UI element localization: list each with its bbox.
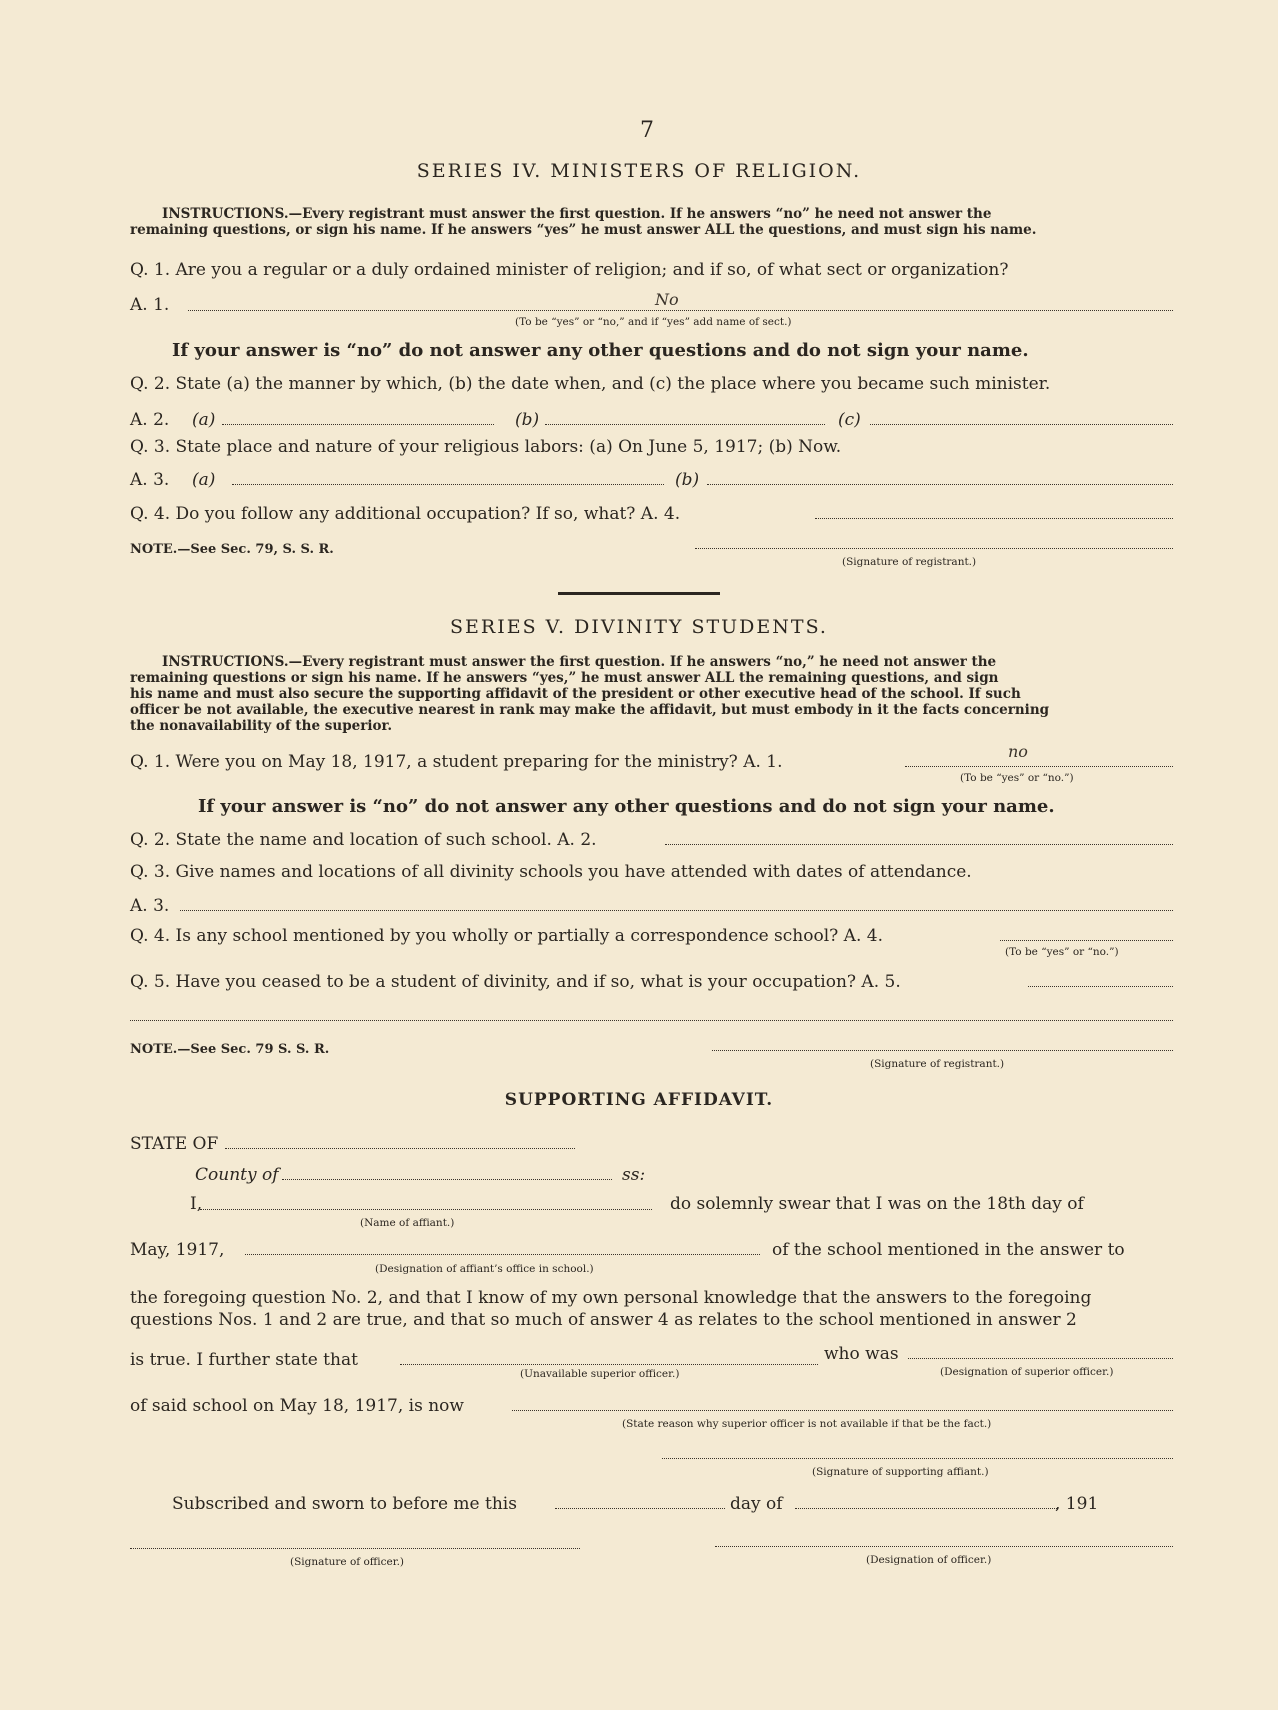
series-iv-q2: Q. 2. State (a) the manner by which, (b) the date when, and (c) the place where you became such minister. (130, 374, 1051, 394)
series-iv-a2-b-label: (b) (515, 410, 540, 430)
superior-designation-field[interactable] (908, 1358, 1173, 1359)
series-v-note: NOTE.—See Sec. 79 S. S. R. (130, 1042, 330, 1057)
series-iv-instructions (130, 206, 1170, 238)
who-was-label: who was (824, 1344, 899, 1364)
page-number: 7 (640, 118, 654, 143)
series-iv-signature-caption: (Signature of registrant.) (842, 556, 977, 568)
is-true-text: is true. I further state that (130, 1350, 358, 1370)
officer-designation-field[interactable] (715, 1546, 1173, 1547)
officer-signature-field[interactable] (130, 1548, 580, 1549)
series-iv-title: SERIES IV. MINISTERS OF RELIGION. (416, 160, 862, 182)
county-label: County of (195, 1165, 279, 1185)
affidavit-paragraph-line1: the foregoing question No. 2, and that I know of my own personal knowledge that the answers to the foregoing (130, 1288, 1092, 1308)
series-v-a5-field-continued[interactable] (130, 1020, 1173, 1021)
series-iv-a3-b-label: (b) (675, 470, 700, 490)
affiant-name-field[interactable] (200, 1209, 652, 1210)
series-iv-a1-field[interactable] (188, 310, 1173, 311)
series-iv-a2-a-label: (a) (192, 410, 216, 430)
series-iv-a2-c-label: (c) (838, 410, 861, 430)
series-iv-a3-b-field[interactable] (707, 484, 1173, 485)
superior-designation-caption: (Designation of superior officer.) (940, 1366, 1114, 1378)
school-text: of the school mentioned in the answer to (772, 1240, 1125, 1260)
series-v-q5: Q. 5. Have you ceased to be a student of divinity, and if so, what is your occupation? A. 5. (130, 972, 901, 992)
affidavit-title: SUPPORTING AFFIDAVIT. (504, 1090, 774, 1110)
series-iv-q4: Q. 4. Do you follow any additional occupation? If so, what? A. 4. (130, 504, 681, 524)
instructions-line: INSTRUCTIONS.—Every registrant must answer the first question. If he answers “no” he need not answer the (162, 206, 992, 222)
series-iv-a2-c-field[interactable] (870, 424, 1173, 425)
county-field[interactable] (282, 1179, 612, 1180)
series-iv-a2-a-field[interactable] (222, 424, 494, 425)
state-label: STATE OF (130, 1134, 219, 1154)
swear-text: do solemnly swear that I was on the 18th day of (670, 1194, 1084, 1214)
unavailable-superior-caption: (Unavailable superior officer.) (520, 1368, 680, 1380)
affiant-name-caption: (Name of affiant.) (360, 1217, 455, 1229)
handwritten-answer: no (1008, 742, 1028, 761)
state-field[interactable] (225, 1148, 575, 1149)
section-divider (558, 592, 720, 595)
series-iv-a1-label: A. 1. (130, 295, 170, 315)
subscribed-month-field[interactable] (795, 1508, 1057, 1509)
series-v-signature-field[interactable] (712, 1050, 1173, 1051)
instructions-line: remaining questions, or sign his name. If he answers “yes” he must answer ALL the questions, and must sign his name. (130, 222, 1037, 238)
affidavit-paragraph-line2: questions Nos. 1 and 2 are true, and that so much of answer 4 as relates to the school mentioned in answer 2 (130, 1310, 1077, 1330)
may-label: May, 1917, (130, 1240, 225, 1260)
series-iv-a3-label: A. 3. (130, 470, 170, 490)
series-iv-q3: Q. 3. State place and nature of your religious labors: (a) On June 5, 1917; (b) Now. (130, 437, 842, 457)
series-v-a4-caption: (To be “yes” or “no.”) (1005, 946, 1119, 958)
series-v-a3-label: A. 3. (130, 896, 170, 916)
ss-label: ss: (622, 1165, 646, 1185)
subscribed-text: Subscribed and sworn to before me this (172, 1494, 517, 1514)
year-label: , 191 (1055, 1494, 1099, 1514)
series-v-q2: Q. 2. State the name and location of such school. A. 2. (130, 830, 597, 850)
series-iv-note: NOTE.—See Sec. 79, S. S. R. (130, 542, 334, 557)
series-iv-a2-b-field[interactable] (545, 424, 825, 425)
instructions-line: the nonavailability of the superior. (130, 718, 393, 734)
series-v-warning: If your answer is “no” do not answer any other questions and do not sign your name. (198, 796, 1055, 817)
affiant-i-label: I, (190, 1194, 203, 1214)
series-iv-a3-a-label: (a) (192, 470, 216, 490)
series-v-signature-caption: (Signature of registrant.) (870, 1058, 1005, 1070)
supporting-affiant-signature-caption: (Signature of supporting affiant.) (812, 1466, 989, 1478)
series-iv-warning: If your answer is “no” do not answer any other questions and do not sign your name. (172, 340, 1029, 361)
series-iv-a1-caption: (To be “yes” or “no,” and if “yes” add name of sect.) (515, 316, 792, 328)
series-iv-signature-field[interactable] (695, 548, 1173, 549)
series-v-q1: Q. 1. Were you on May 18, 1917, a student preparing for the ministry? A. 1. (130, 752, 783, 772)
series-v-a4-field[interactable] (1000, 940, 1173, 941)
series-iv-a4-field[interactable] (815, 518, 1173, 519)
affiant-designation-field[interactable] (245, 1254, 760, 1255)
officer-signature-caption: (Signature of officer.) (290, 1556, 405, 1568)
reason-caption: (State reason why superior officer is not available if that be the fact.) (622, 1418, 992, 1430)
handwritten-answer: No (655, 290, 679, 309)
series-v-q3: Q. 3. Give names and locations of all divinity schools you have attended with dates of attendance. (130, 862, 972, 882)
day-of-label: day of (730, 1494, 783, 1514)
instructions-line: INSTRUCTIONS.—Every registrant must answer the first question. If he answers “no,” he need not answer the (162, 654, 997, 670)
officer-designation-caption: (Designation of officer.) (866, 1554, 992, 1566)
series-v-q4: Q. 4. Is any school mentioned by you wholly or partially a correspondence school? A. 4. (130, 926, 883, 946)
said-school-text: of said school on May 18, 1917, is now (130, 1396, 464, 1416)
affiant-designation-caption: (Designation of affiant’s office in school.) (375, 1263, 594, 1275)
series-v-title: SERIES V. DIVINITY STUDENTS. (450, 616, 828, 638)
series-iv-a2-label: A. 2. (130, 410, 170, 430)
unavailable-superior-field[interactable] (400, 1364, 818, 1365)
supporting-affiant-signature-field[interactable] (662, 1458, 1173, 1459)
series-v-a5-field[interactable] (1028, 986, 1173, 987)
series-iv-q1: Q. 1. Are you a regular or a duly ordained minister of religion; and if so, of what sect or organization? (130, 260, 1009, 280)
instructions-line: his name and must also secure the supporting affidavit of the president or other executive head of the school. If such (130, 686, 1021, 702)
subscribed-day-field[interactable] (555, 1508, 725, 1509)
series-v-instructions (130, 654, 1175, 734)
series-v-a3-field[interactable] (180, 910, 1173, 911)
series-v-a2-field[interactable] (665, 844, 1173, 845)
series-v-a1-caption: (To be “yes” or “no.”) (960, 772, 1074, 784)
series-iv-a3-a-field[interactable] (232, 484, 664, 485)
instructions-line: remaining questions or sign his name. If he answers “yes,” he must answer ALL the remaining questions, and sign (130, 670, 999, 686)
series-v-a1-field[interactable] (905, 766, 1173, 767)
reason-field[interactable] (512, 1410, 1173, 1411)
instructions-line: officer be not available, the executive nearest in rank may make the affidavit, but must embody in it the facts concerning (130, 702, 1050, 718)
